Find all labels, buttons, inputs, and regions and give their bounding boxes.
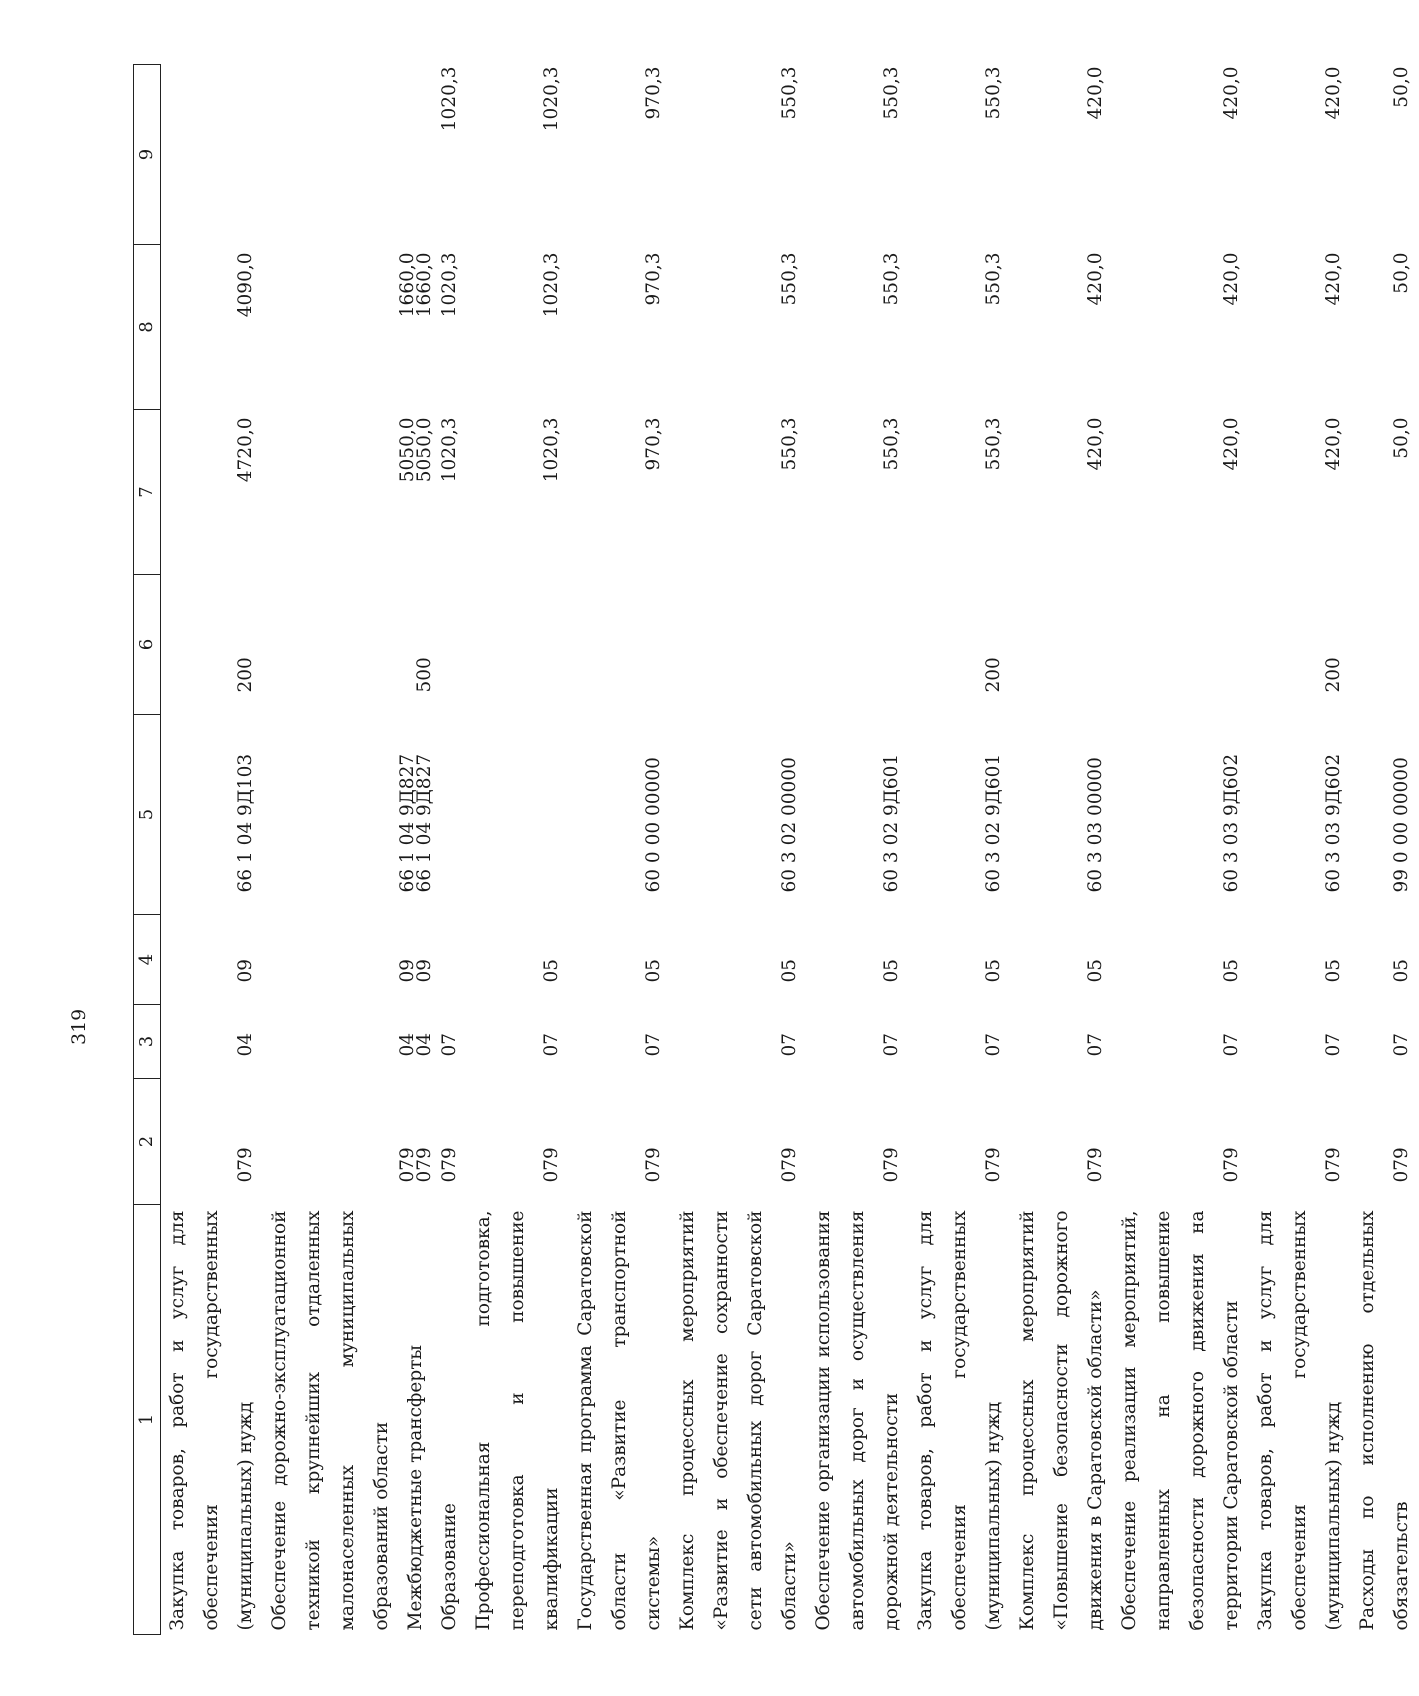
row-name: Расходы по исполнению отдельных обязательств [1357, 1210, 1412, 1631]
cell-value: 1660,0 [397, 252, 418, 318]
cell-value: 09 [397, 958, 418, 983]
cell-col-6 [467, 575, 569, 715]
cell-col-7 [263, 410, 433, 575]
cell-col-6 [1351, 575, 1419, 715]
row-name-cell [467, 1205, 569, 1635]
cell-col-3: 07 [643, 1032, 664, 1057]
row-name-cell [569, 1205, 671, 1635]
cell-value: 66 1 04 9Д827 [414, 753, 435, 893]
cell-col-2: 079 [439, 1147, 460, 1183]
cell-col-3: 07 [983, 1032, 1004, 1057]
cell-col-4: 05 [983, 958, 1004, 983]
cell-col-4: 05 [1391, 958, 1412, 983]
cell-value: 5050,0 [414, 417, 435, 483]
cell-col-2: 079 [643, 1147, 664, 1183]
cell-col-4 [433, 915, 467, 1005]
cell-col-2: 079 [1391, 1147, 1412, 1183]
cell-col-6 [671, 575, 807, 715]
cell-col-7: 420,0 [1323, 417, 1344, 471]
row-name-cell [1113, 1205, 1249, 1635]
cell-col-8: 550,3 [881, 252, 902, 306]
table-row [433, 65, 467, 1635]
header-col-4: 4 [134, 915, 161, 1005]
cell-value: 04 [397, 1032, 418, 1057]
cell-value: 66 1 04 9Д827 [397, 753, 418, 893]
cell-col-8: 1020,3 [439, 252, 460, 318]
header-col-3: 3 [134, 1005, 161, 1079]
cell-col-4: 05 [1323, 958, 1344, 983]
cell-col-7: 550,3 [881, 417, 902, 471]
table-row [1113, 65, 1249, 1635]
table-row [1011, 65, 1113, 1635]
cell-col-3: 07 [541, 1032, 562, 1057]
cell-col-7: 550,3 [983, 417, 1004, 471]
cell-col-9: 1020,3 [541, 66, 562, 132]
cell-col-5: 60 3 02 00000 [779, 757, 800, 893]
cell-col-6 [263, 575, 433, 715]
table-row [1249, 65, 1351, 1635]
cell-col-6: 200 [1323, 657, 1344, 693]
cell-col-9: 420,0 [1085, 66, 1106, 120]
cell-col-6: 200 [235, 657, 256, 693]
row-name: Закупка товаров, работ и услуг для обеспечения государственных (муниципальных) нужд [167, 1210, 256, 1631]
table-row [1351, 65, 1419, 1635]
cell-col-3: 07 [439, 1032, 460, 1057]
cell-col-5 [467, 715, 569, 915]
header-col-9: 9 [134, 65, 161, 245]
row-name: Комплекс процессных мероприятий «Развитие и обеспечение сохранности сети автомобильных дорог Саратовской области» [677, 1210, 800, 1631]
table-row [671, 65, 807, 1635]
cell-col-2: 079 [1085, 1147, 1106, 1183]
cell-col-2: 079 [1323, 1147, 1344, 1183]
budget-table-rotated-container [133, 65, 1412, 1635]
cell-col-2 [263, 1079, 433, 1205]
cell-col-6 [433, 575, 467, 715]
row-name: Государственная программа Саратовской области «Развитие транспортной системы» [575, 1210, 664, 1631]
table-row [263, 65, 433, 1635]
row-name-cell [263, 1205, 433, 1635]
row-name-cell [671, 1205, 807, 1635]
header-col-6: 6 [134, 575, 161, 715]
header-col-8: 8 [134, 245, 161, 410]
cell-col-9: 550,3 [779, 66, 800, 120]
cell-col-4: 05 [779, 958, 800, 983]
row-name-cell [161, 1205, 264, 1635]
table-row [807, 65, 909, 1635]
cell-col-5: 99 0 00 00000 [1391, 757, 1412, 893]
cell-col-7: 50,0 [1391, 417, 1412, 459]
cell-col-6: 200 [983, 657, 1004, 693]
cell-value: 5050,0 [397, 417, 418, 483]
row-name: Обеспечение организации использования автомобильных дорог и осуществления дорожной деятельности [813, 1210, 902, 1631]
cell-col-3: 04 [235, 1032, 256, 1057]
cell-col-2: 079 [881, 1147, 902, 1183]
cell-col-5: 66 1 04 9Д103 [235, 753, 256, 893]
table-row [467, 65, 569, 1635]
table-row [909, 65, 1011, 1635]
cell-col-3: 07 [1391, 1032, 1412, 1057]
header-col-5: 5 [134, 715, 161, 915]
cell-value: 079 [397, 1147, 418, 1183]
cell-col-7: 1020,3 [541, 417, 562, 483]
cell-col-4: 05 [643, 958, 664, 983]
row-name: Обеспечение дорожно-эксплуатационной техникой крупнейших отдаленных малонаселенных муниципальных образований области [269, 1210, 392, 1631]
cell-col-8: 550,3 [779, 252, 800, 306]
cell-col-7: 4720,0 [235, 417, 256, 483]
cell-col-8: 420,0 [1323, 252, 1344, 306]
cell-col-5: 60 3 03 9Д602 [1221, 753, 1242, 893]
cell-col-5: 60 3 02 9Д601 [983, 753, 1004, 893]
cell-col-9: 550,3 [983, 66, 1004, 120]
cell-col-8: 420,0 [1085, 252, 1106, 306]
cell-col-4: 05 [1085, 958, 1106, 983]
row-name-cell [807, 1205, 909, 1635]
row-name: Профессиональная подготовка, переподготовка и повышение квалификации [473, 1210, 562, 1631]
cell-col-7: 1020,3 [439, 417, 460, 483]
cell-col-3: 07 [1323, 1032, 1344, 1057]
cell-col-6 [807, 575, 909, 715]
cell-value: 04 [414, 1032, 435, 1057]
cell-value: 09 [414, 958, 435, 983]
cell-col-4: 05 [881, 958, 902, 983]
cell-col-7: 420,0 [1085, 417, 1106, 471]
cell-col-7: 550,3 [779, 417, 800, 471]
cell-col-4: 05 [1221, 958, 1242, 983]
cell-col-3: 07 [779, 1032, 800, 1057]
header-col-7: 7 [134, 410, 161, 575]
cell-col-3: 07 [1085, 1032, 1106, 1057]
cell-col-3 [263, 1005, 433, 1079]
cell-col-9: 420,0 [1323, 66, 1344, 120]
header-col-1: 1 [134, 1205, 161, 1635]
cell-col-9: 1020,3 [439, 66, 460, 132]
cell-col-4 [263, 915, 433, 1005]
cell-col-9: 420,0 [1221, 66, 1242, 120]
cell-col-8: 420,0 [1221, 252, 1242, 306]
cell-col-9: 50,0 [1391, 66, 1412, 108]
row-name: Комплекс процессных мероприятий «Повышение безопасности дорожного движения в Саратовской области» [1017, 1210, 1106, 1631]
row-name-cell [1351, 1205, 1419, 1635]
cell-col-9 [161, 65, 264, 245]
cell-col-6 [1113, 575, 1249, 715]
header-row [134, 65, 161, 1635]
row-name-cell [909, 1205, 1011, 1635]
cell-col-5 [433, 715, 467, 915]
cell-col-9: 550,3 [881, 66, 902, 120]
cell-col-5 [263, 715, 433, 915]
cell-col-3: 07 [881, 1032, 902, 1057]
row-name: Обеспечение реализации мероприятий, направленных на повышение безопасности дорожного движения на территории Саратовской области [1119, 1210, 1242, 1631]
cell-col-8: 550,3 [983, 252, 1004, 306]
cell-col-8: 1020,3 [541, 252, 562, 318]
cell-col-5: 60 0 00 00000 [643, 757, 664, 893]
row-name-cell [1011, 1205, 1113, 1635]
budget-table [133, 64, 1419, 1635]
cell-col-2: 079 [779, 1147, 800, 1183]
cell-col-6 [1011, 575, 1113, 715]
cell-value: 1660,0 [414, 252, 435, 318]
cell-col-7: 970,3 [643, 417, 664, 471]
cell-col-4: 05 [541, 958, 562, 983]
table-row [161, 65, 264, 1635]
cell-col-9: 970,3 [643, 66, 664, 120]
cell-col-2: 079 [235, 1147, 256, 1183]
cell-col-5: 60 3 03 00000 [1085, 757, 1106, 893]
cell-col-2: 079 [541, 1147, 562, 1183]
cell-col-9 [263, 65, 433, 245]
row-name: Закупка товаров, работ и услуг для обеспечения государственных (муниципальных) нужд [1255, 1210, 1344, 1631]
header-col-2: 2 [134, 1079, 161, 1205]
cell-col-8: 50,0 [1391, 252, 1412, 294]
cell-col-3: 07 [1221, 1032, 1242, 1057]
row-name-cell [1249, 1205, 1351, 1635]
page-number: 319 [68, 1008, 90, 1045]
row-name: Межбюджетные трансферты [405, 1344, 426, 1631]
cell-col-6 [569, 575, 671, 715]
cell-col-5: 60 3 03 9Д602 [1323, 753, 1344, 893]
row-name: Образование [439, 1503, 460, 1631]
row-name-cell [433, 1205, 467, 1635]
cell-col-8: 4090,0 [235, 252, 256, 318]
cell-col-4: 09 [235, 958, 256, 983]
cell-col-2: 079 [983, 1147, 1004, 1183]
cell-value: 500 [414, 657, 435, 693]
cell-col-7: 420,0 [1221, 417, 1242, 471]
cell-col-2: 079 [1221, 1147, 1242, 1183]
cell-col-8 [263, 245, 433, 410]
cell-col-5: 60 3 02 9Д601 [881, 753, 902, 893]
cell-col-8: 970,3 [643, 252, 664, 306]
table-row [569, 65, 671, 1635]
cell-value: 079 [414, 1147, 435, 1183]
row-name: Закупка товаров, работ и услуг для обеспечения государственных (муниципальных) нужд [915, 1210, 1004, 1631]
